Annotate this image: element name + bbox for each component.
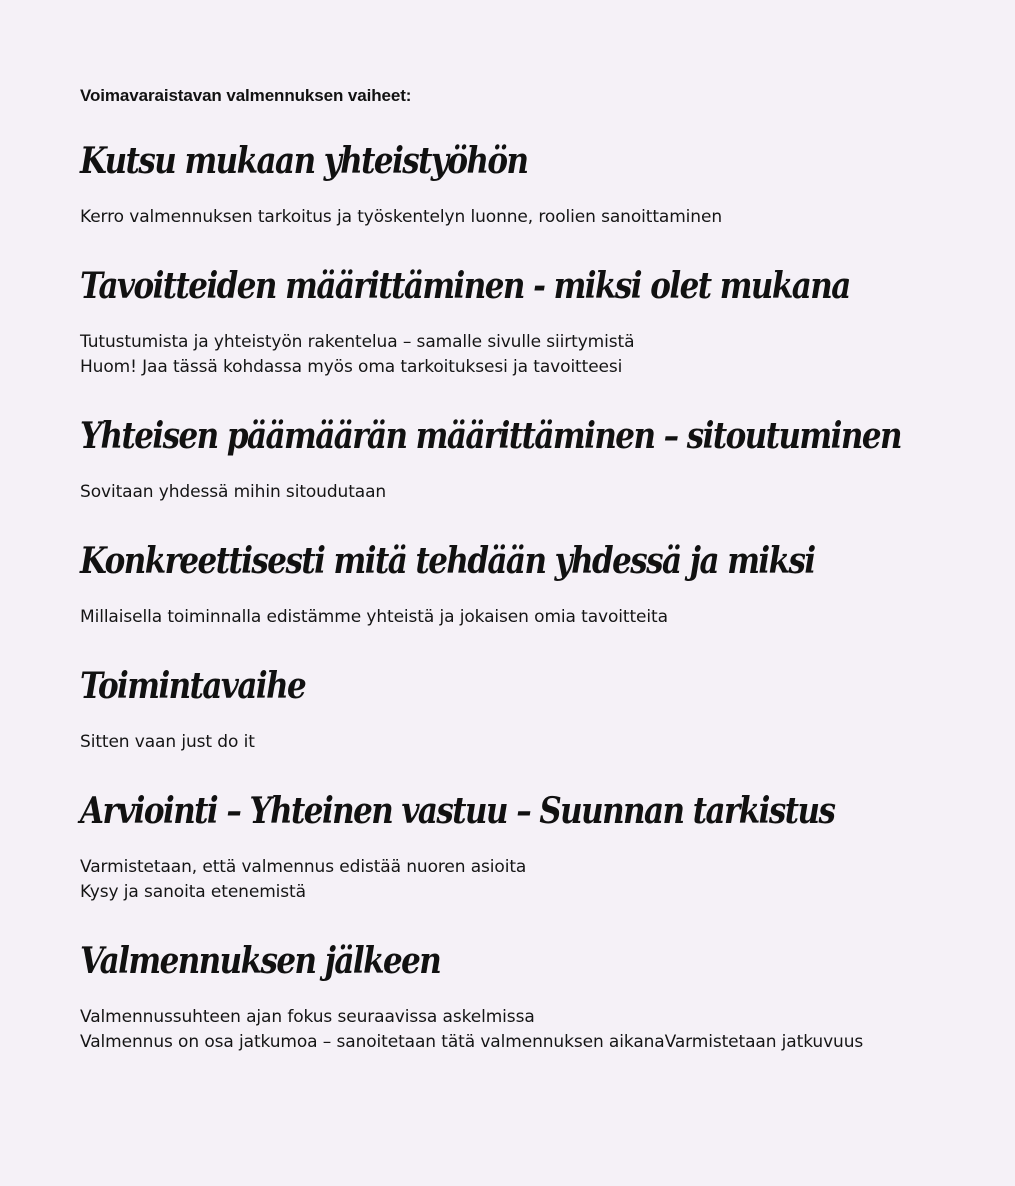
description-line: Valmennus on osa jatkumoa – sanoitetaan tätä valmennuksen aikanaVarmistetaan jatkuvuus — [80, 1032, 864, 1052]
description-line: Millaisella toiminnalla edistämme yhteistä ja jokaisen omia tavoitteita — [80, 607, 668, 627]
step-goals — [80, 260, 980, 380]
step-description — [80, 855, 980, 905]
step-evaluation — [80, 785, 980, 905]
intro-heading: Voimavaraistavan valmennuksen vaiheet: — [80, 86, 412, 105]
step-title: Arviointi – Yhteinen vastuu – Suunnan tarkistus — [80, 790, 835, 832]
step-invite — [80, 135, 980, 230]
step-shared-goal — [80, 410, 980, 505]
description-line: Varmistetaan, että valmennus edistää nuoren asioita — [80, 857, 527, 877]
step-title: Tavoitteiden määrittäminen - miksi olet mukana — [80, 265, 850, 307]
step-after-coaching — [80, 935, 980, 1055]
description-line: Tutustumista ja yhteistyön rakentelua – samalle sivulle siirtymistä — [80, 332, 635, 352]
step-action-phase — [80, 660, 980, 755]
step-title: Toimintavaihe — [80, 665, 306, 707]
description-line: Valmennussuhteen ajan fokus seuraavissa askelmissa — [80, 1007, 535, 1027]
step-description — [80, 205, 980, 230]
step-concrete-actions — [80, 535, 980, 630]
step-description — [80, 1005, 980, 1055]
step-title: Yhteisen päämäärän määrittäminen – sitoutuminen — [80, 415, 901, 457]
description-line: Sitten vaan just do it — [80, 732, 255, 752]
step-description — [80, 605, 980, 630]
description-line: Kysy ja sanoita etenemistä — [80, 882, 306, 902]
step-description — [80, 730, 980, 755]
coaching-stages-document — [80, 84, 980, 1085]
description-line: Huom! Jaa tässä kohdassa myös oma tarkoituksesi ja tavoitteesi — [80, 357, 623, 377]
description-line: Sovitaan yhdessä mihin sitoudutaan — [80, 482, 387, 502]
step-title: Valmennuksen jälkeen — [80, 940, 441, 982]
step-title: Kutsu mukaan yhteistyöhön — [80, 140, 528, 182]
step-description — [80, 330, 980, 380]
description-line: Kerro valmennuksen tarkoitus ja työskentelyn luonne, roolien sanoittaminen — [80, 207, 723, 227]
step-title: Konkreettisesti mitä tehdään yhdessä ja miksi — [80, 540, 815, 582]
step-description — [80, 480, 980, 505]
